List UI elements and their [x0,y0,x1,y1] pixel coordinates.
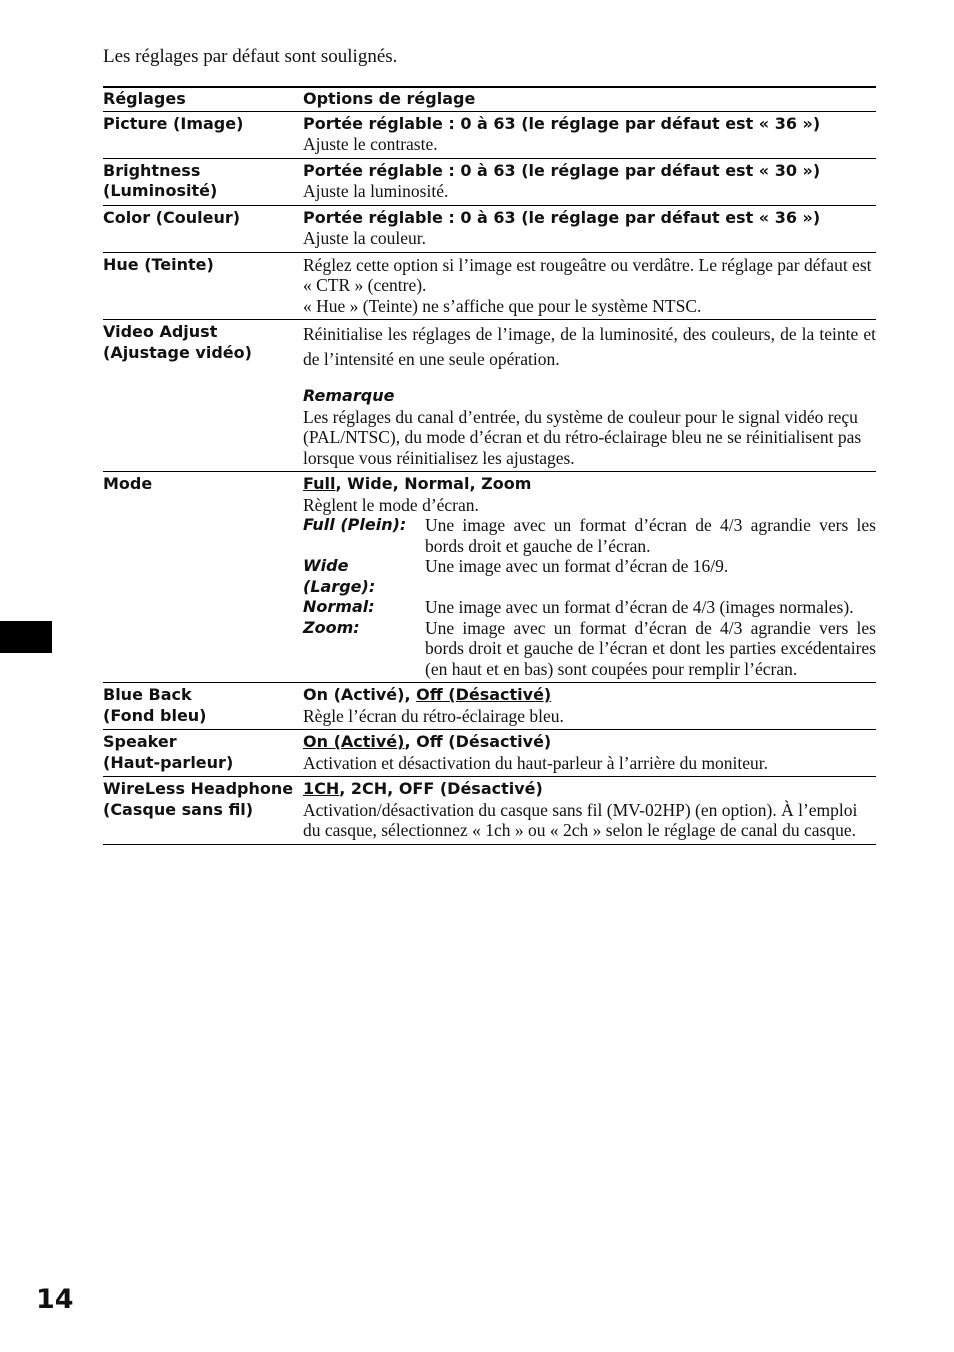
setting-label: Hue (Teinte) [103,254,214,274]
table-header [103,88,876,112]
list-item [303,618,876,680]
option-rest: , 2CH, OFF (Désactivé) [339,779,543,798]
option-desc: Activation et désactivation du haut-parleur à l’arrière du moniteur. [303,752,769,773]
option-desc: Ajuste la luminosité. [303,181,449,201]
mode-desc: Une image avec un format d’écran de 16/9. [425,556,729,576]
table-row-speaker [103,730,876,777]
intro-text: Les réglages par défaut sont soulignés. [103,46,398,67]
option-first: On (Activé), [303,685,417,704]
mode-desc: Une image avec un format d’écran de 4/3 agrandie vers les bords droit et gauche de l’écran. [425,515,876,556]
setting-label: Speaker [103,732,177,751]
mode-term: Normal: [303,597,375,616]
table-row-mode [103,472,876,683]
table-row-video-adjust [103,320,876,472]
setting-label: Mode [103,474,153,493]
table-row-hue [103,253,876,321]
option-values [303,685,876,706]
setting-label: WireLess Headphone [103,779,294,798]
list-item [303,515,876,556]
setting-label-fr: (Haut-parleur) [103,752,234,772]
option-desc: Règlent le mode d’écran. [303,494,479,515]
option-default: Off (Désactivé) [416,685,552,704]
option-desc: Activation/désactivation du casque sans fil (MV-02HP) (en option). À l’emploi du casque, sélectionnez « 1ch » ou « 2ch » selon le réglage de canal du casque. [303,799,858,840]
list-item [303,556,876,597]
header-settings: Réglages [103,89,186,108]
option-default: On (Activé) [303,732,405,751]
option-range: Portée réglable : 0 à 63 (le réglage par défaut est « 30 ») [303,160,821,180]
option-values [303,474,876,495]
option-default: 1CH [303,779,340,798]
page-number: 14 [36,1284,74,1315]
mode-term: Wide (Large): [303,556,376,596]
option-desc: Ajuste la couleur. [303,228,426,248]
note-text: Les réglages du canal d’entrée, du système de couleur pour le signal vidéo reçu (PAL/NTSC), du mode d’écran et du rétro-éclairage bleu ne se réinitialisent pas lorsque vous réinitialisez les ajustages. [303,406,862,468]
table-row-color [103,206,876,253]
setting-label: Video Adjust [103,322,218,341]
option-desc: Réglez cette option si l’image est rougeâtre ou verdâtre. Le réglage par défaut est « CTR » (centre). [303,254,872,295]
setting-label: Picture (Image) [103,113,244,133]
option-desc: Réinitialise les réglages de l’image, de la luminosité, des couleurs, de la teinte et de l’intensité en une seule opération. [303,324,876,369]
setting-label: Blue Back [103,685,192,704]
setting-label-fr: (Ajustage vidéo) [103,342,252,362]
list-item [303,597,876,618]
setting-label-fr: (Luminosité) [103,181,218,200]
table-row-brightness [103,159,876,206]
option-desc: Règle l’écran du rétro-éclairage bleu. [303,705,564,726]
option-range: Portée réglable : 0 à 63 (le réglage par défaut est « 36 ») [303,207,821,227]
table-row-headphone [103,777,876,845]
setting-label: Brightness [103,160,201,180]
setting-label: Color (Couleur) [103,207,241,227]
mode-desc: Une image avec un format d’écran de 4/3 (images normales). [425,597,854,617]
setting-label-fr: (Casque sans fil) [103,799,254,819]
option-values [303,779,876,800]
mode-desc: Une image avec un format d’écran de 4/3 agrandie vers les bords droit et gauche de l’écran et dont les parties excédentaires (en haut et en bas) sont coupées pour remplir l’écran. [425,617,876,679]
option-rest: , Off (Désactivé) [404,732,552,751]
option-default: Full [303,474,336,493]
mode-term: Zoom: [303,617,360,637]
table-row-picture [103,112,876,159]
table-row-blue-back [103,683,876,730]
option-range: Portée réglable : 0 à 63 (le réglage par défaut est « 36 ») [303,113,821,133]
option-values [303,732,876,753]
settings-table [103,86,876,845]
mode-term: Full (Plein): [303,515,407,534]
option-desc: Ajuste le contraste. [303,134,438,154]
header-options: Options de réglage [303,89,476,108]
mode-list [303,515,876,679]
option-rest: , Wide, Normal, Zoom [335,474,532,493]
section-tab-marker [0,621,52,653]
setting-label-fr: (Fond bleu) [103,705,207,725]
note-title: Remarque [303,386,395,405]
option-note: « Hue » (Teinte) ne s’affiche que pour le système NTSC. [303,295,702,316]
